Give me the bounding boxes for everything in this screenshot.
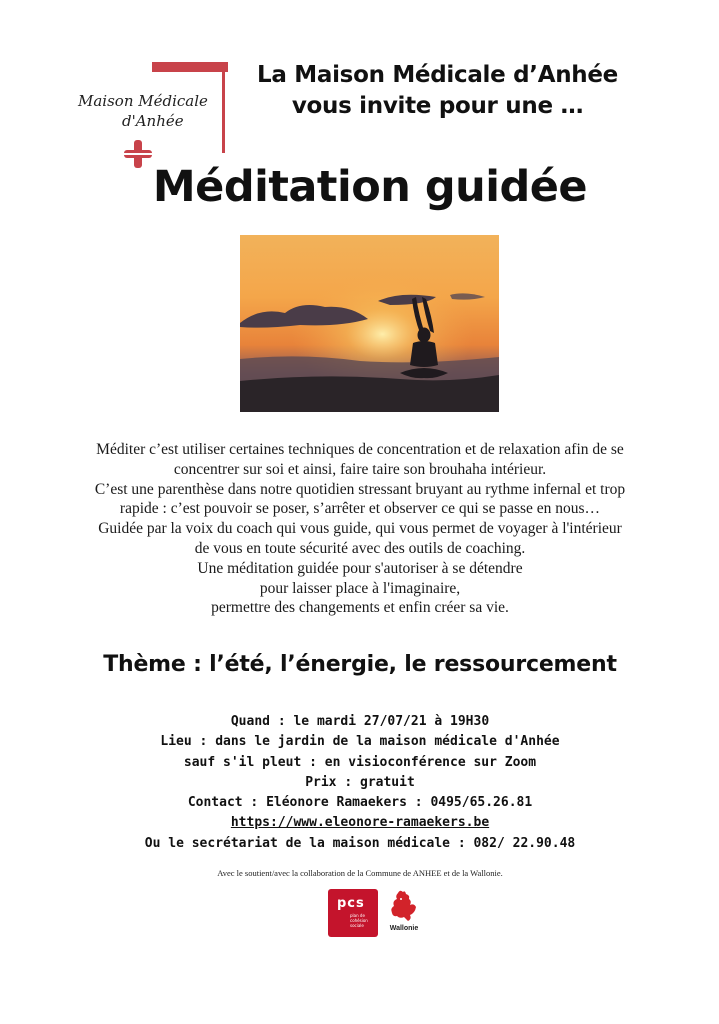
description-line: concentrer sur soi et ainsi, faire taire son brouhaha intérieur. [173,460,547,478]
maison-medicale-logo [74,60,239,170]
page-title: Méditation guidée [152,162,588,212]
website-link[interactable]: https://www.eleonore-ramaekers.be [230,815,490,831]
description-line: C’est une parenthèse dans notre quotidien stressant bruyant au rythme infernal et trop [94,480,626,498]
wallonie-logo [384,889,424,937]
pcs-logo [328,889,378,937]
rooster-icon [388,889,418,923]
event-secretariat: Ou le secrétariat de la maison médicale : 082/ 22.90.48 [144,835,576,851]
event-price: Prix : gratuit [305,774,415,790]
header-line-1: La Maison Médicale d’Anhée [257,62,618,88]
pcs-mark: pcs [337,896,365,911]
event-fallback: sauf s'il pleut : en visioconférence sur Zoom [183,754,537,770]
description-line: rapide : c’est pouvoir se poser, s’arrêter et observer ce qui se passe en nous… [119,500,601,518]
description-line: Guidée par la voix du coach qui vous guide, qui vous permet de voyager à l'intérieur [98,520,622,538]
theme-heading: Thème : l’été, l’énergie, le ressourcement [103,652,617,677]
logo-text-line1: Maison Médicale [78,92,208,110]
description-line: pour laisser place à l'imaginaire, [259,579,461,597]
event-location: Lieu : dans le jardin de la maison médicale d'Anhée [160,734,560,750]
logo-text-line2: d'Anhée [122,112,184,130]
description-text [40,440,680,618]
support-note: Avec le soutient/avec la collaboration de la Commune de ANHEE et de la Wallonie. [217,868,503,878]
event-contact: Contact : Eléonore Ramaekers : 0495/65.26.81 [187,795,533,811]
wallonie-label: Wallonie [389,925,419,932]
meditation-sunset-photo [240,235,499,412]
description-line: Une méditation guidée pour s'autoriser à se détendre [197,559,523,577]
description-line: de vous en toute sécurité avec des outils de coaching. [194,539,526,557]
description-line: permettre des changements et enfin créer sa vie. [211,599,509,617]
description-line: Méditer c’est utiliser certaines techniques de concentration et de relaxation afin de se [96,441,624,458]
event-details [100,712,620,854]
pcs-subtitle: plan de cohésion sociale [350,913,368,928]
header-line-2: vous invite pour une … [291,93,584,119]
event-date: Quand : le mardi 27/07/21 à 19H30 [230,714,490,729]
